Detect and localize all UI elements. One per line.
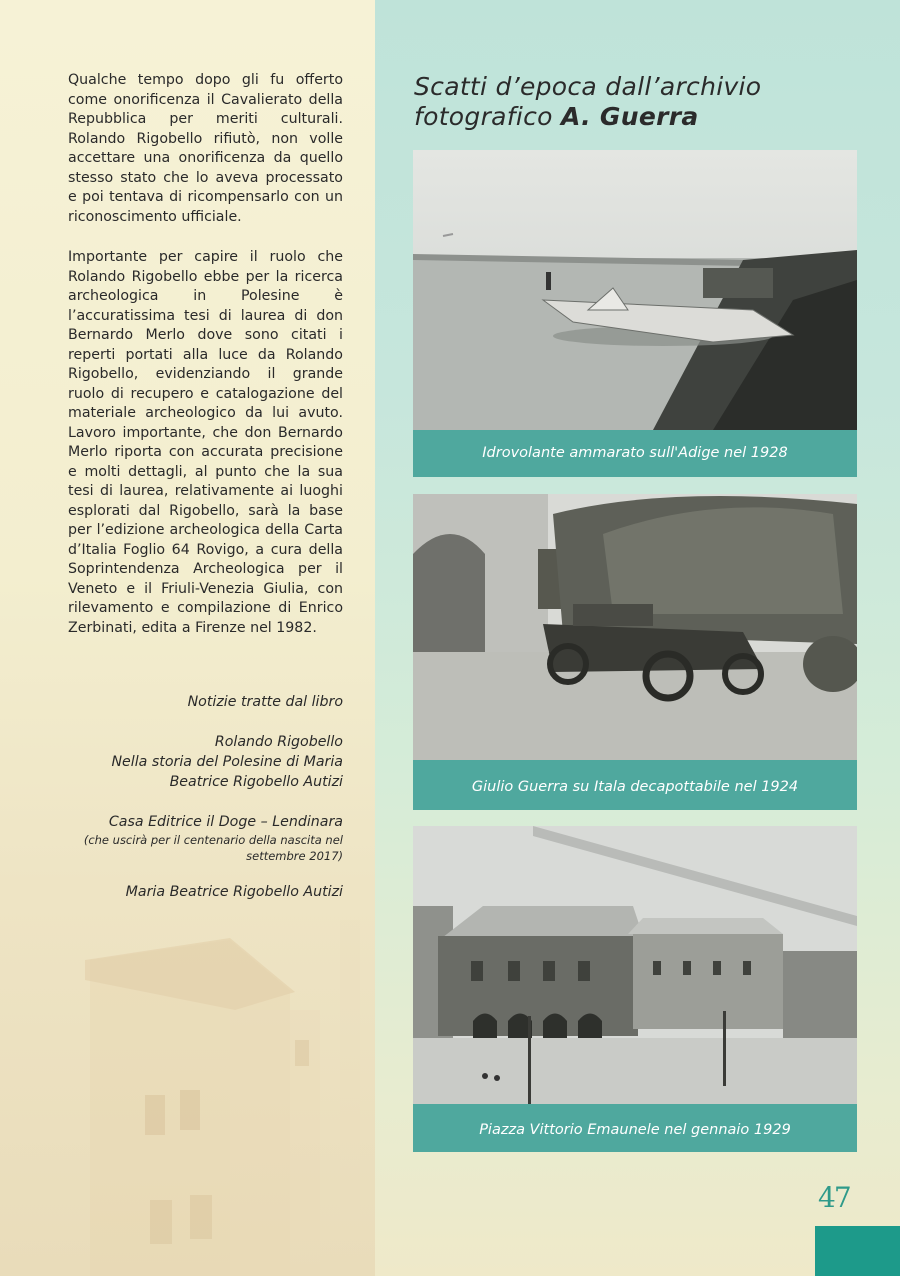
body-paragraph-1: Qualche tempo dopo gli fu offerto come onorificenza il Cavalierato della Repubblica per meriti culturali. Rolando Rigobello rifiutò, non volle accettare una onorificenza da quello stesso stato che lo aveva processato e poi tentava di ricompensarlo con un riconoscimento ufficiale. — [68, 72, 343, 225]
car-photo — [413, 494, 857, 760]
book-title-line-1: Rolando Rigobello — [214, 734, 343, 750]
publication-note-line-2: settembre 2017) — [246, 849, 343, 863]
section-title — [414, 72, 874, 132]
source-intro: Notizie tratte dal libro — [187, 694, 343, 710]
square-photo — [413, 826, 857, 1104]
body-paragraph-2: Importante per capire il ruolo che Rolando Rigobello ebbe per la ricerca archeologica in Polesine è l’accuratissima tesi di laurea di don Bernardo Merlo dove sono citati i reperti portati alla luce da Rolando Rigobello, evidenziando il grande ruolo di recupero e catalogazione del materiale archeologico da lui avuto. Lavoro importante, che don Bernardo Merlo riporta con accurata precisione e molti dettagli, al punto che la sua tesi di laurea, relativamente ai luoghi esplorati dal Rigobello, sarà la base per l’edizione archeologica della Carta d’Italia Foglio 64 Rovigo, a cura della Soprintendenza Archeologica per il Veneto e il Friuli-Venezia Giulia, con rilevamento e compilazione di Enrico Zerbinati, edita a Firenze nel 1982. — [68, 249, 343, 636]
book-title-line-3: Beatrice Rigobello Autizi — [169, 774, 343, 790]
publisher: Casa Editrice il Doge – Lendinara — [108, 814, 343, 830]
seaplane-photo — [413, 150, 857, 430]
seaplane-caption: Idrovolante ammarato sull'Adige nel 1928 — [413, 430, 857, 477]
section-title-line-1: Scatti d’epoca dall’archivio — [414, 72, 762, 101]
corner-accent-block — [815, 1226, 900, 1276]
body-text — [68, 71, 343, 659]
author: Maria Beatrice Rigobello Autizi — [125, 884, 343, 900]
section-title-line-2-prefix: fotografico — [414, 102, 561, 131]
publication-note-line-1: (che uscirà per il centenario della nascita nel — [83, 833, 343, 847]
page-number: 47 — [818, 1181, 850, 1214]
faded-building-illustration — [30, 900, 370, 1276]
car-caption: Giulio Guerra su Itala decapottabile nel 1924 — [413, 760, 857, 810]
book-title-line-2: Nella storia del Polesine di Maria — [111, 754, 343, 770]
credits-block — [60, 692, 343, 902]
square-caption: Piazza Vittorio Emaunele nel gennaio 1929 — [413, 1104, 857, 1152]
section-title-archive-name: A. Guerra — [561, 102, 699, 131]
